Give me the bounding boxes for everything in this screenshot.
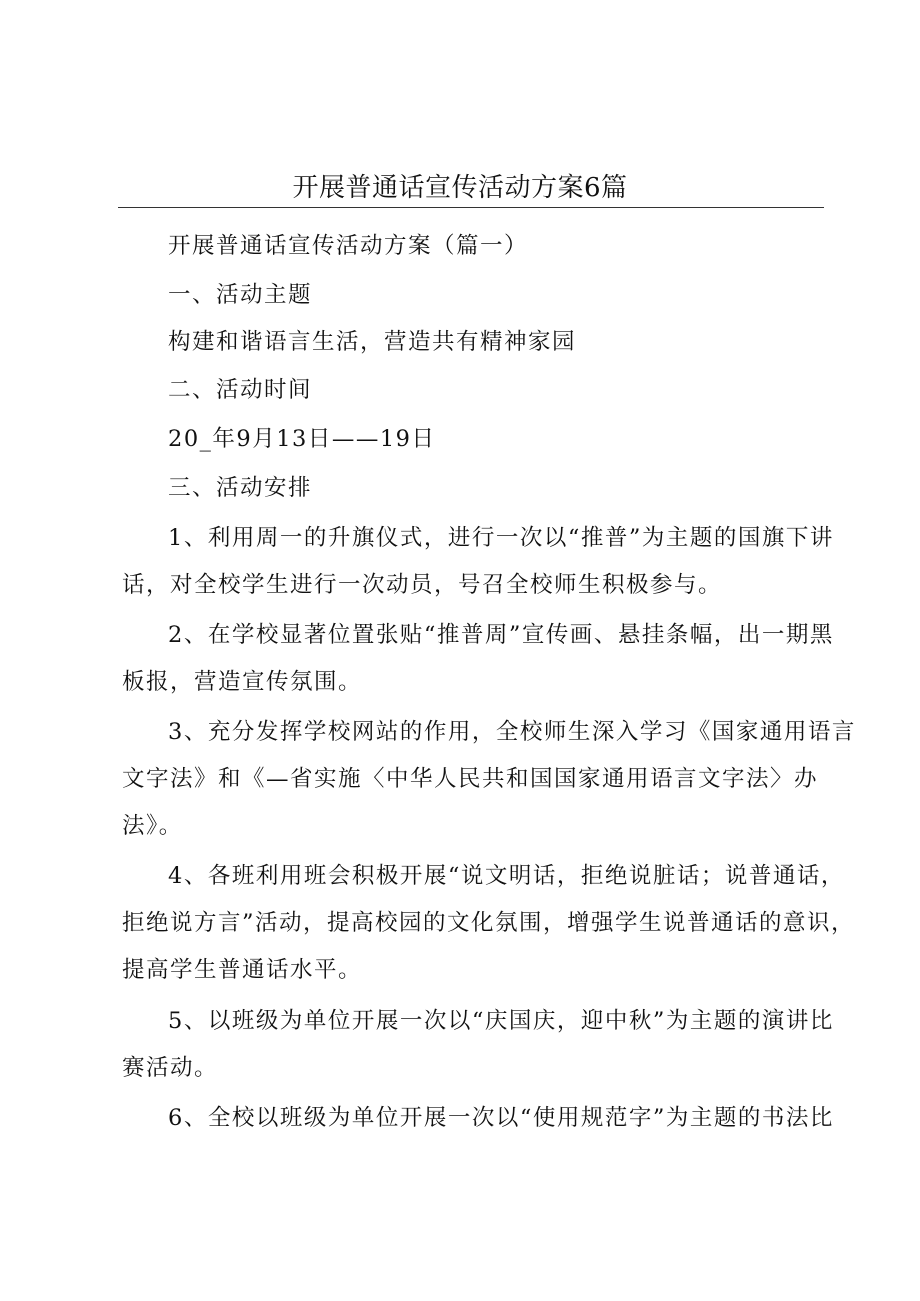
item-2-line-2: 板报，营造宣传氛围。 (122, 669, 363, 695)
title-underline (118, 207, 824, 208)
document-title: 开展普通话宣传活动方案6篇 (292, 173, 628, 203)
item-4-line-3: 提高学生普通话水平。 (122, 957, 363, 983)
heading-activity-time: 二、活动时间 (168, 377, 313, 403)
item-1-line-2: 话，对全校学生进行一次动员，号召全校师生积极参与。 (122, 572, 723, 598)
item-3-line-1: 3、充分发挥学校网站的作用，全校师生深入学习《国家通用语言 (168, 719, 856, 745)
theme-text: 构建和谐语言生活，营造共有精神家园 (168, 329, 577, 355)
item-6-line-1: 6、全校以班级为单位开展一次以“使用规范字”为主题的书法比 (168, 1105, 834, 1131)
heading-activity-theme: 一、活动主题 (168, 282, 313, 308)
item-5-line-1: 5、以班级为单位开展一次以“庆国庆，迎中秋”为主题的演讲比 (168, 1008, 834, 1034)
item-5-line-2: 赛活动。 (122, 1055, 219, 1081)
item-3-line-2: 文字法》和《—省实施〈中华人民共和国国家通用语言文字法〉办 (122, 766, 819, 792)
item-3-line-3: 法》。 (122, 813, 183, 839)
section-heading: 开展普通话宣传活动方案（篇一） (168, 233, 529, 259)
item-4-line-2: 拒绝说方言”活动，提高校园的文化氛围，增强学生说普通话的意识， (122, 910, 856, 936)
item-1-line-1: 1、利用周一的升旗仪式，进行一次以“推普”为主题的国旗下讲 (168, 525, 834, 551)
heading-activity-arrangement: 三、活动安排 (168, 475, 313, 501)
time-text: 20_年9月13日——19日 (168, 426, 436, 452)
item-2-line-1: 2、在学校显著位置张贴“推普周”宣传画、悬挂条幅，出一期黑 (168, 622, 834, 648)
item-4-line-1: 4、各班利用班会积极开展“说文明话，拒绝说脏话；说普通话， (168, 863, 845, 889)
